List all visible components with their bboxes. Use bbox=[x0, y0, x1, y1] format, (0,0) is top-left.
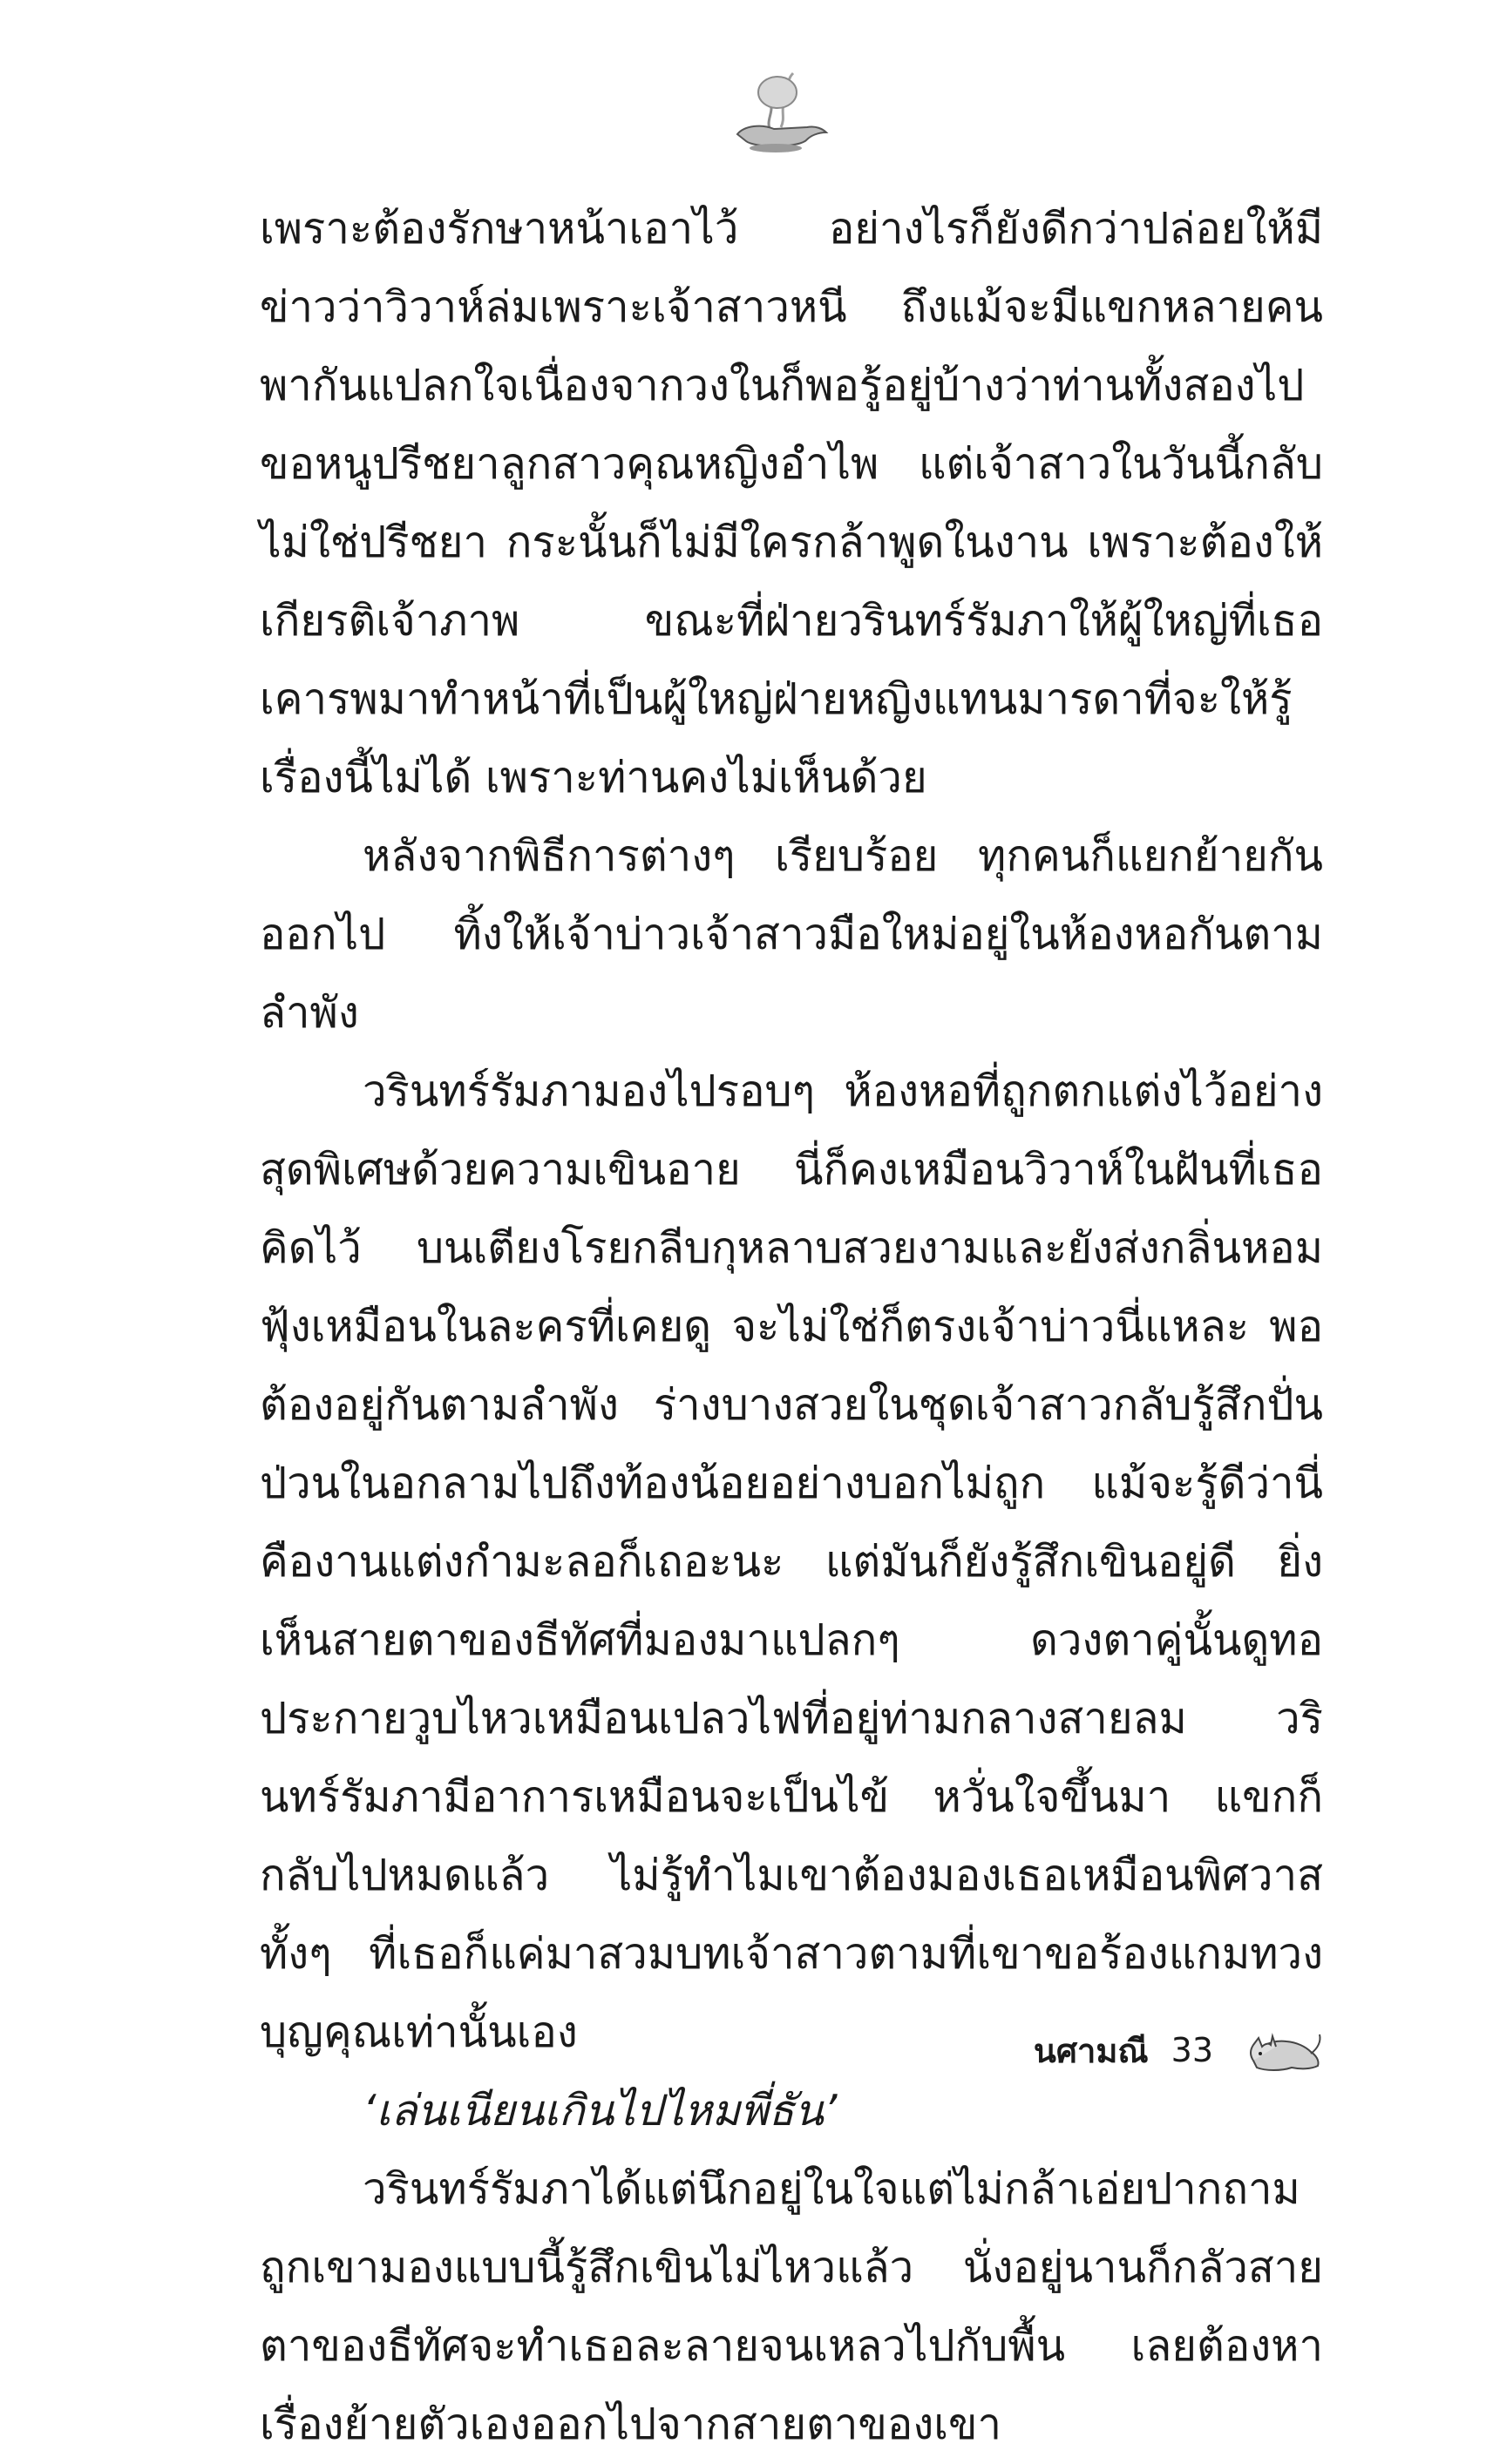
page-number: 33 bbox=[1171, 2031, 1213, 2069]
page-footer bbox=[1034, 2020, 1323, 2081]
paragraph-1: เพราะต้องรักษาหน้าเอาไว้ อย่างไรก็ยังดีกว่าปล่อยให้มีข่าวว่าวิวาห์ล่มเพราะเจ้าสาวหนี ถึงแม้จะมีแขกหลายคนพากันแปลกใจเนื่องจากวงในก็พอรู้อยู่บ้างว่าท่านทั้งสองไปขอหนูปรีชยาลูกสาวคุณหญิงอำไพ แต่เจ้าสาวในวันนี้กลับไม่ใช่ปรีชยา กระนั้นก็ไม่มีใครกล้าพูดในงาน เพราะต้องให้เกียรติเจ้าภาพ ขณะที่ฝ่ายวรินทร์รัมภาให้ผู้ใหญ่ที่เธอเคารพมาทำหน้าที่เป็นผู้ใหญ่ฝ่ายหญิงแทนมารดาที่จะให้รู้เรื่องนี้ไม่ได้ เพราะท่านคงไม่เห็นด้วย bbox=[260, 204, 1323, 802]
paragraph-4-thought: ‘เล่นเนียนเกินไปไหมพี่ธัน’ bbox=[363, 2086, 838, 2136]
lamp-with-smoke-icon bbox=[720, 63, 833, 159]
paragraph-5: วรินทร์รัมภาได้แต่นึกอยู่ในใจแต่ไม่กล้าเอ่ยปากถาม ถูกเขามองแบบนี้รู้สึกเขินไม่ไหวแล้ว นั่งอยู่นานก็กลัวสายตาของธีทัศจะทำเธอละลายจนเหลวไปกับพื้น เลยต้องหาเรื่องย้ายตัวเองออกไปจากสายตาของเขา bbox=[260, 2164, 1323, 2449]
paragraph-3: วรินทร์รัมภามองไปรอบๆ ห้องหอที่ถูกตกแต่งไว้อย่างสุดพิเศษด้วยความเขินอาย นี่ก็คงเหมือนวิวาห์ในฝันที่เธอคิดไว้ บนเตียงโรยกลีบกุหลาบสวยงามและยังส่งกลิ่นหอมฟุ้งเหมือนในละครที่เคยดู จะไม่ใช่ก็ตรงเจ้าบ่าวนี่แหละ พอต้องอยู่กันตามลำพัง ร่างบางสวยในชุดเจ้าสาวกลับรู้สึกปั่นป่วนในอกลามไปถึงท้องน้อยอย่างบอกไม่ถูก แม้จะรู้ดีว่านี่คืองานแต่งกำมะลอก็เถอะนะ แต่มันก็ยังรู้สึกเขินอยู่ดี ยิ่งเห็นสายตาของธีทัศที่มองมาแปลกๆ ดวงตาคู่นั้นดูทอประกายวูบไหวเหมือนเปลวไฟที่อยู่ท่ามกลางสายลม วรินทร์รัมภามีอาการเหมือนจะเป็นไข้ หวั่นใจขึ้นมา แขกก็กลับไปหมดแล้ว ไม่รู้ทำไมเขาต้องมองเธอเหมือนพิศวาส ทั้งๆ ที่เธอก็แค่มาสวมบทเจ้าสาวตามที่เขาขอร้องแกมทวงบุญคุณเท่านั้นเอง bbox=[260, 1066, 1323, 2057]
paragraph-2: หลังจากพิธีการต่างๆ เรียบร้อย ทุกคนก็แยกย้ายกันออกไป ทิ้งให้เจ้าบ่าวเจ้าสาวมือใหม่อยู่ในห้องหอกันตามลำพัง bbox=[260, 831, 1323, 1038]
body-text bbox=[260, 190, 1323, 2464]
author-name: นศามณี bbox=[1033, 2031, 1149, 2070]
cat-icon bbox=[1245, 2026, 1323, 2075]
